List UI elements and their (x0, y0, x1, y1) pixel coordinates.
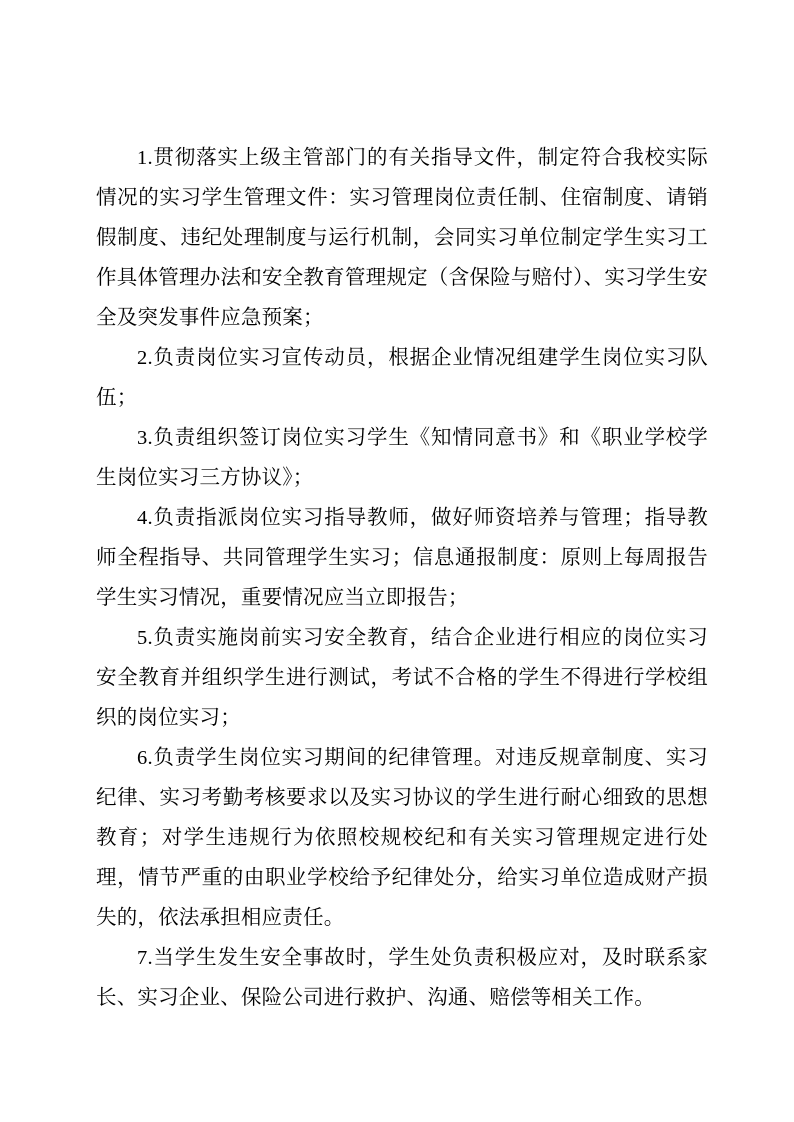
paragraph-4: 4.负责指派岗位实习指导教师，做好师资培养与管理；指导教师全程指导、共同管理学生实习；信息通报制度：原则上每周报告学生实习情况，重要情况应当立即报告； (96, 507, 708, 609)
document-body (96, 138, 708, 1018)
paragraph-7: 7.当学生发生安全事故时，学生处负责积极应对，及时联系家长、实习企业、保险公司进行救护、沟通、赔偿等相关工作。 (96, 947, 708, 1009)
paragraph-1: 1.贯彻落实上级主管部门的有关指导文件，制定符合我校实际情况的实习学生管理文件：实习管理岗位责任制、住宿制度、请销假制度、违纪处理制度与运行机制，会同实习单位制定学生实习工作具体管理办法和安全教育管理规定（含保险与赔付）、实习学生安全及突发事件应急预案； (96, 147, 708, 329)
paragraph-6: 6.负责学生岗位实习期间的纪律管理。对违反规章制度、实习纪律、实习考勤考核要求以及实习协议的学生进行耐心细致的思想教育；对学生违规行为依照校规校纪和有关实习管理规定进行处理，情节严重的由职业学校给予纪律处分，给实习单位造成财产损失的，依法承担相应责任。 (96, 747, 708, 929)
paragraph-2: 2.负责岗位实习宣传动员，根据企业情况组建学生岗位实习队伍； (96, 347, 708, 409)
paragraph-5: 5.负责实施岗前实习安全教育，结合企业进行相应的岗位实习安全教育并组织学生进行测试，考试不合格的学生不得进行学校组织的岗位实习； (96, 627, 708, 729)
paragraph-3: 3.负责组织签订岗位实习学生《知情同意书》和《职业学校学生岗位实习三方协议》； (96, 427, 708, 489)
